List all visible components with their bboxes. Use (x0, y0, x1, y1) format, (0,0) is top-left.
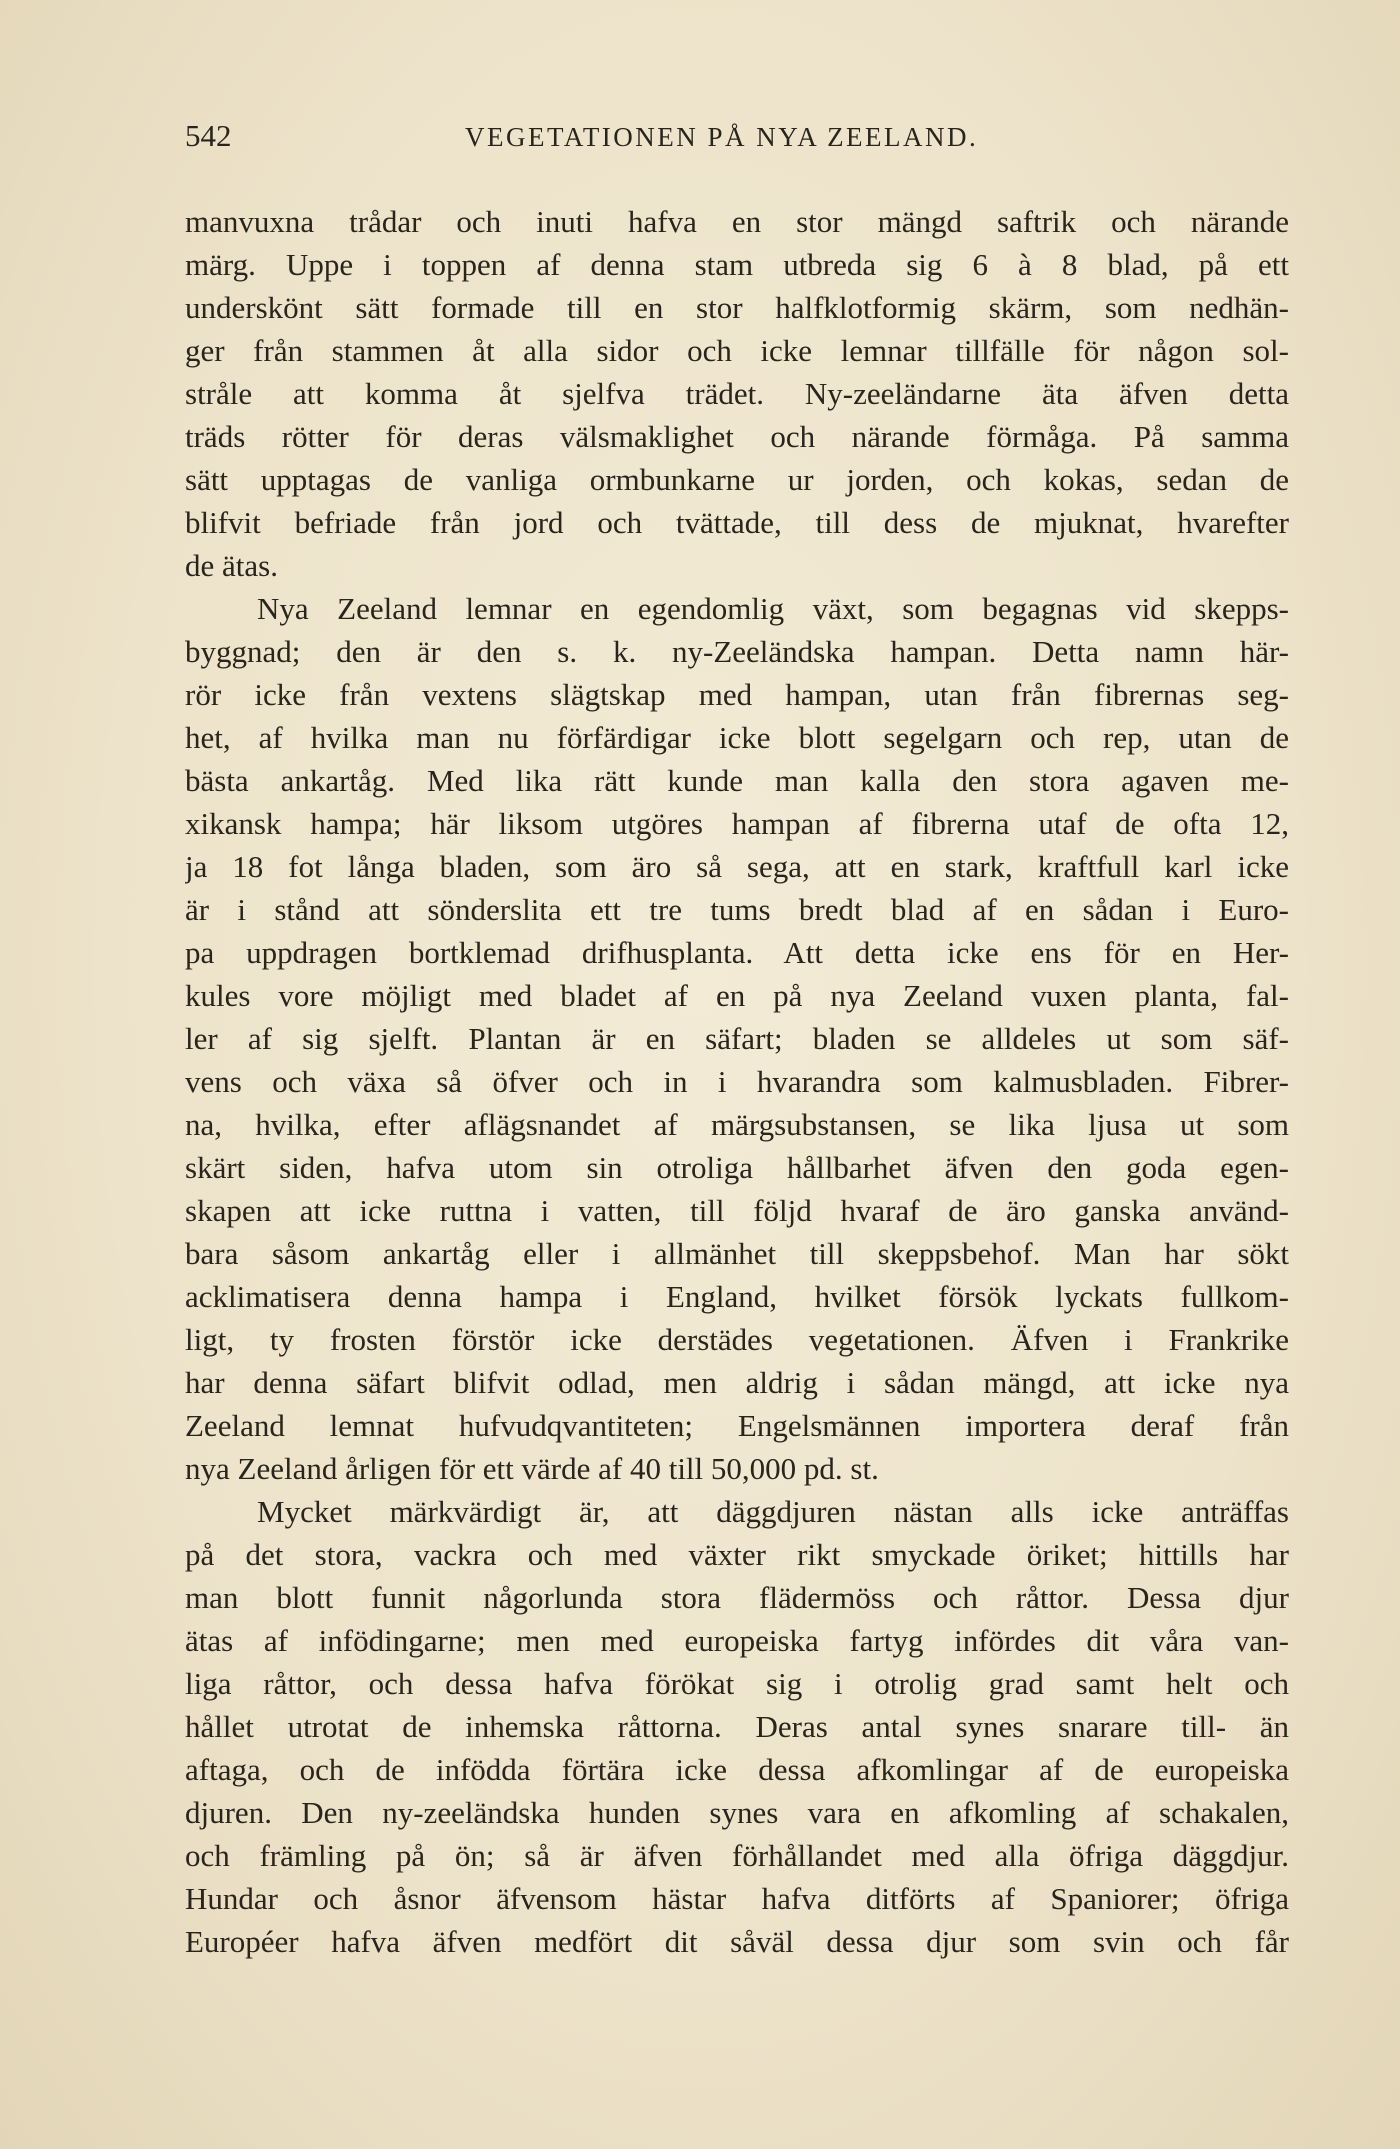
text-line: Zeeland lemnat hufvudqvantiteten; Engelsmännen importera deraf från (185, 1408, 1289, 1443)
text-line: bästa ankartåg. Med lika rätt kunde man kalla den stora agaven me- (185, 763, 1289, 798)
text-line: acklimatisera denna hampa i England, hvilket försök lyckats fullkom- (185, 1279, 1289, 1314)
text-line: kules vore möjligt med bladet af en på nya Zeeland vuxen planta, fal- (185, 978, 1289, 1013)
text-line: bara såsom ankartåg eller i allmänhet till skeppsbehof. Man har sökt (185, 1236, 1289, 1271)
text-line: ja 18 fot långa bladen, som äro så sega, att en stark, kraftfull karl icke (185, 849, 1289, 884)
text-line: träds rötter för deras välsmaklighet och närande förmåga. På samma (185, 419, 1289, 454)
text-line: ler af sig sjelft. Plantan är en säfart; bladen se alldeles ut som säf- (185, 1021, 1289, 1056)
text-line: sätt upptagas de vanliga ormbunkarne ur jorden, och kokas, sedan de (185, 462, 1289, 497)
text-line: och främling på ön; så är äfven förhållandet med alla öfriga däggdjur. (185, 1838, 1289, 1873)
text-line: aftaga, och de infödda förtära icke dessa afkomlingar af de europeiska (185, 1752, 1289, 1787)
text-line: Mycket märkvärdigt är, att däggdjuren nästan alls icke anträffas (257, 1494, 1289, 1529)
text-line: na, hvilka, efter aflägsnandet af märgsubstansen, se lika ljusa ut som (185, 1107, 1289, 1142)
text-line: djuren. Den ny-zeeländska hunden synes vara en afkomling af schakalen, (185, 1795, 1289, 1830)
text-line: het, af hvilka man nu förfärdigar icke blott segelgarn och rep, utan de (185, 720, 1289, 755)
text-line: på det stora, vackra och med växter rikt smyckade öriket; hittills har (185, 1537, 1289, 1572)
text-line: ätas af infödingarne; men med europeiska fartyg infördes dit våra van- (185, 1623, 1289, 1658)
text-line: byggnad; den är den s. k. ny-Zeeländska hampan. Detta namn här- (185, 634, 1289, 669)
text-line: nya Zeeland årligen för ett värde af 40 till 50,000 pd. st. (185, 1451, 879, 1486)
text-line: Nya Zeeland lemnar en egendomlig växt, som begagnas vid skepps- (257, 591, 1289, 626)
text-line: hållet utrotat de inhemska råttorna. Deras antal synes snarare till- än (185, 1709, 1289, 1744)
running-title: VEGETATIONEN PÅ NYA ZEELAND. (465, 122, 979, 152)
text-line: skärt siden, hafva utom sin otroliga hållbarhet äfven den goda egen- (185, 1150, 1289, 1185)
text-line: har denna säfart blifvit odlad, men aldrig i sådan mängd, att icke nya (185, 1365, 1289, 1400)
text-line: man blott funnit någorlunda stora flädermöss och råttor. Dessa djur (185, 1580, 1289, 1615)
text-line: Hundar och åsnor äfvensom hästar hafva ditförts af Spaniorer; öfriga (185, 1881, 1289, 1916)
text-line: märg. Uppe i toppen af denna stam utbreda sig 6 à 8 blad, på ett (185, 247, 1289, 282)
body-text (185, 200, 1289, 1963)
text-line: är i stånd att sönderslita ett tre tums bredt blad af en sådan i Euro- (185, 892, 1289, 927)
text-line: stråle att komma åt sjelfva trädet. Ny-zeeländarne äta äfven detta (185, 376, 1289, 411)
text-line: skapen att icke ruttna i vatten, till följd hvaraf de äro ganska använd- (185, 1193, 1289, 1228)
text-line: xikansk hampa; här liksom utgöres hampan af fibrerna utaf de ofta 12, (185, 806, 1289, 841)
text-line: underskönt sätt formade till en stor halfklotformig skärm, som nedhän- (185, 290, 1289, 325)
text-line: manvuxna trådar och inuti hafva en stor mängd saftrik och närande (185, 204, 1289, 239)
book-page (185, 118, 1289, 1963)
text-line: rör icke från vextens slägtskap med hampan, utan från fibrernas seg- (185, 677, 1289, 712)
text-line: vens och växa så öfver och in i hvarandra som kalmusbladen. Fibrer- (185, 1064, 1289, 1099)
text-line: Européer hafva äfven medfört dit såväl dessa djur som svin och får (185, 1924, 1289, 1959)
text-line: liga råttor, och dessa hafva förökat sig i otrolig grad samt helt och (185, 1666, 1289, 1701)
text-line: de ätas. (185, 548, 278, 583)
page-number: 542 (185, 118, 232, 153)
text-line: blifvit befriade från jord och tvättade, till dess de mjuknat, hvarefter (185, 505, 1289, 540)
text-line: ligt, ty frosten förstör icke derstädes vegetationen. Äfven i Frankrike (185, 1322, 1289, 1357)
text-line: pa uppdragen bortklemad drifhusplanta. Att detta icke ens för en Her- (185, 935, 1289, 970)
page-header (185, 118, 1289, 160)
text-line: ger från stammen åt alla sidor och icke lemnar tillfälle för någon sol- (185, 333, 1289, 368)
